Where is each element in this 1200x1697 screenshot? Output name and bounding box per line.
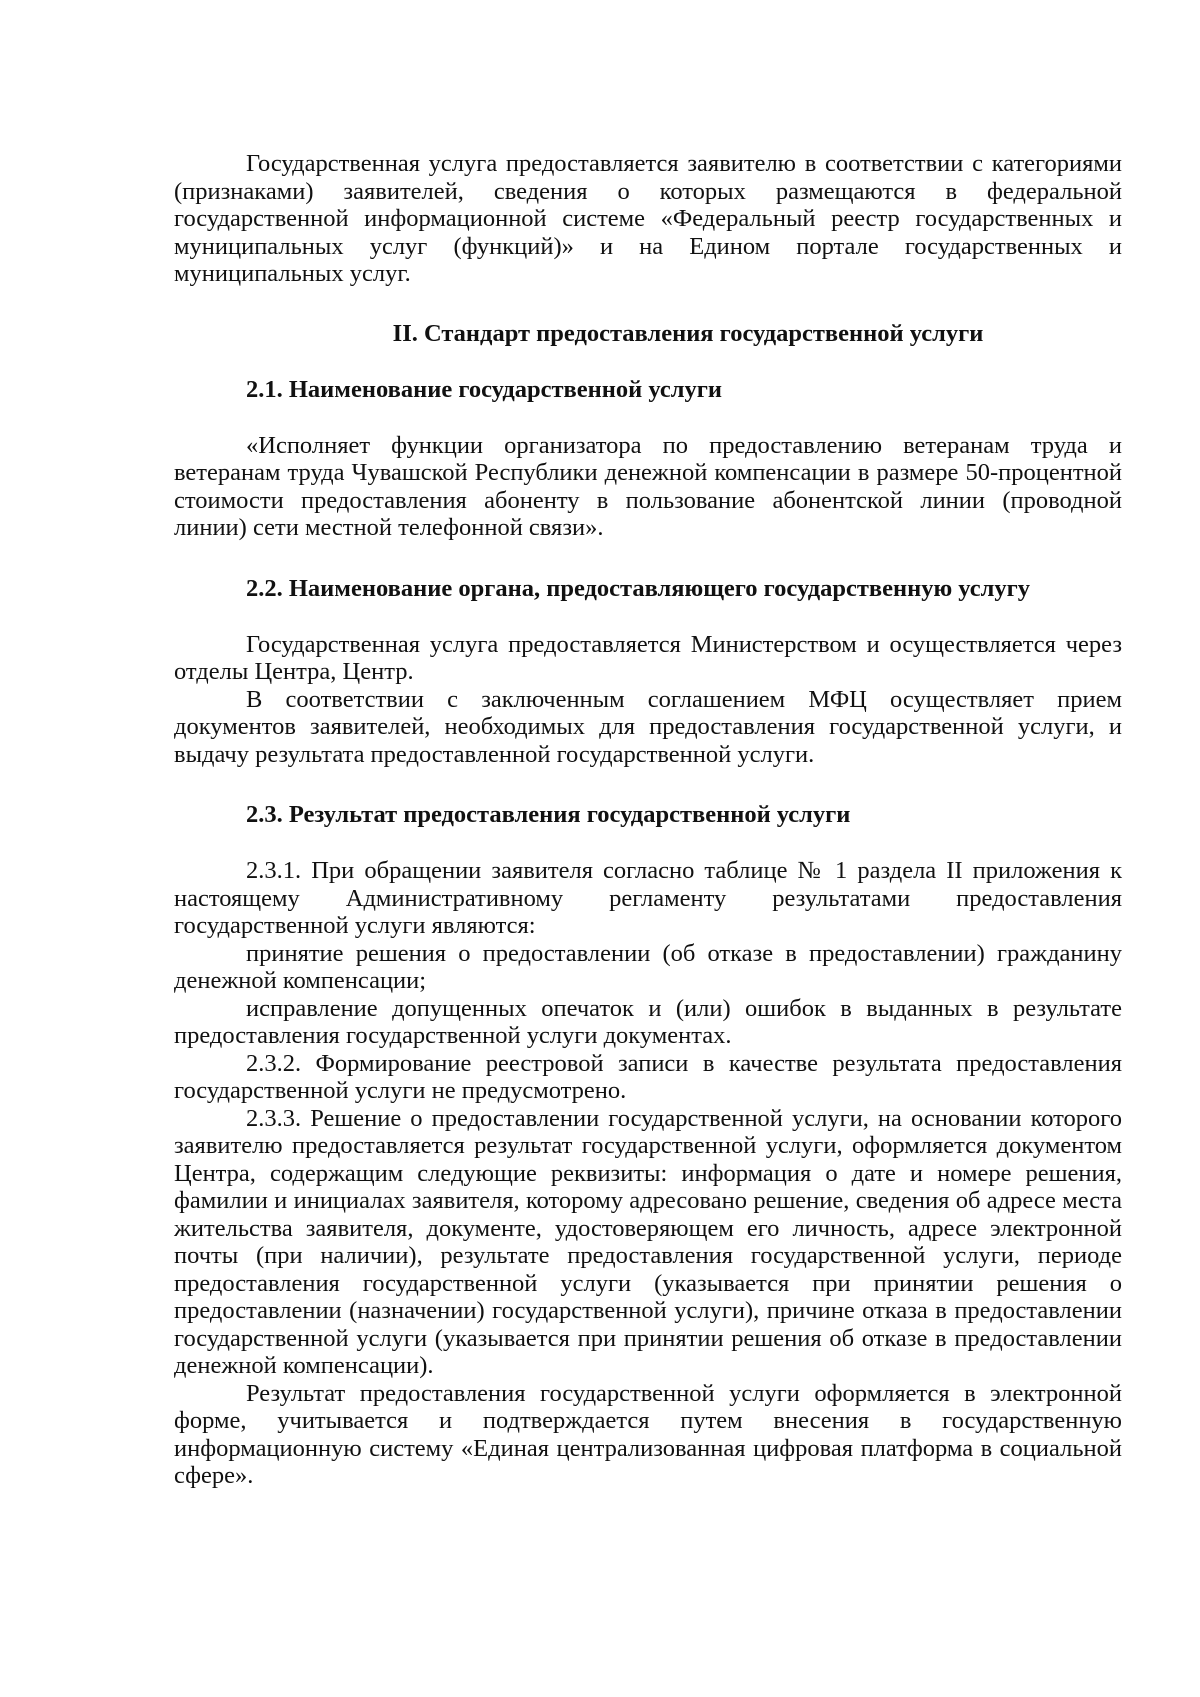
paragraph-2-3-item-2: исправление допущенных опечаток и (или) ошибок в выданных в результате предоставления государственной услуги документах. <box>174 994 1122 1049</box>
section-2-1-body <box>174 432 1122 542</box>
paragraph-2-3-item-1: принятие решения о предоставлении (об отказе в предоставлении) гражданину денежной компенсации; <box>174 939 1122 994</box>
intro-paragraph: Государственная услуга предоставляется заявителю в соответствии с категориями (признаками) заявителей, сведения о которых размещаются в федеральной государственной информационной системе «Федеральный реестр государственных и муниципальных услуг (функций)» и на Едином портале государственных и муниципальных услуг. <box>174 150 1122 287</box>
document-page <box>174 150 1122 1490</box>
heading-2-1: 2.1. Наименование государственной услуги <box>246 375 722 403</box>
paragraph-2-3-3: 2.3.3. Решение о предоставлении государственной услуги, на основании которого заявителю предоставляется результат государственной услуги, оформляется документом Центра, содержащим следующие реквизиты: информация о дате и номере решения, фамилии и инициалах заявителя, которому адресовано решение, сведения об адресе места жительства заявителя, документе, удостоверяющем его личность, адресе электронной почты (при наличии), результате предоставления государственной услуги, периоде предоставления государственной услуги (указывается при принятии решения о предоставлении (назначении) государственной услуги), причине отказа в предоставлении государственной услуги (указывается при принятии решения об отказе в предоставлении денежной компенсации). <box>174 1104 1122 1379</box>
paragraph-2-3-result: Результат предоставления государственной услуги оформляется в электронной форме, учитывается и подтверждается путем внесения в государственную информационную систему «Единая централизованная цифровая платформа в социальной сфере». <box>174 1379 1122 1489</box>
paragraph-2-2-1: Государственная услуга предоставляется Министерством и осуществляется через отделы Центра, Центр. <box>174 630 1122 685</box>
heading-2-2: 2.2. Наименование органа, предоставляющего государственную услугу <box>246 574 1031 602</box>
intro-block <box>174 150 1122 288</box>
section-2-3-body <box>174 857 1122 1490</box>
section-2-2-body <box>174 631 1122 769</box>
paragraph-2-2-2: В соответствии с заключенным соглашением МФЦ осуществляет прием документов заявителей, необходимых для предоставления государственной услуги, и выдачу результата предоставленной государственной услуги. <box>174 685 1122 768</box>
paragraph-2-3-1: 2.3.1. При обращении заявителя согласно таблице № 1 раздела II приложения к настоящему Административному регламенту результатами предоставления государственной услуги являются: <box>174 857 1122 939</box>
section-title: II. Стандарт предоставления государственной услуги <box>392 319 984 347</box>
heading-2-3: 2.3. Результат предоставления государственной услуги <box>246 801 851 828</box>
paragraph-2-1: «Исполняет функции организатора по предоставлению ветеранам труда и ветеранам труда Чувашской Республики денежной компенсации в размере 50-процентной стоимости предоставления абоненту в пользование абонентской линии (проводной линии) сети местной телефонной связи». <box>174 431 1122 541</box>
paragraph-2-3-2: 2.3.2. Формирование реестровой записи в качестве результата предоставления государственной услуги не предусмотрено. <box>174 1049 1122 1104</box>
